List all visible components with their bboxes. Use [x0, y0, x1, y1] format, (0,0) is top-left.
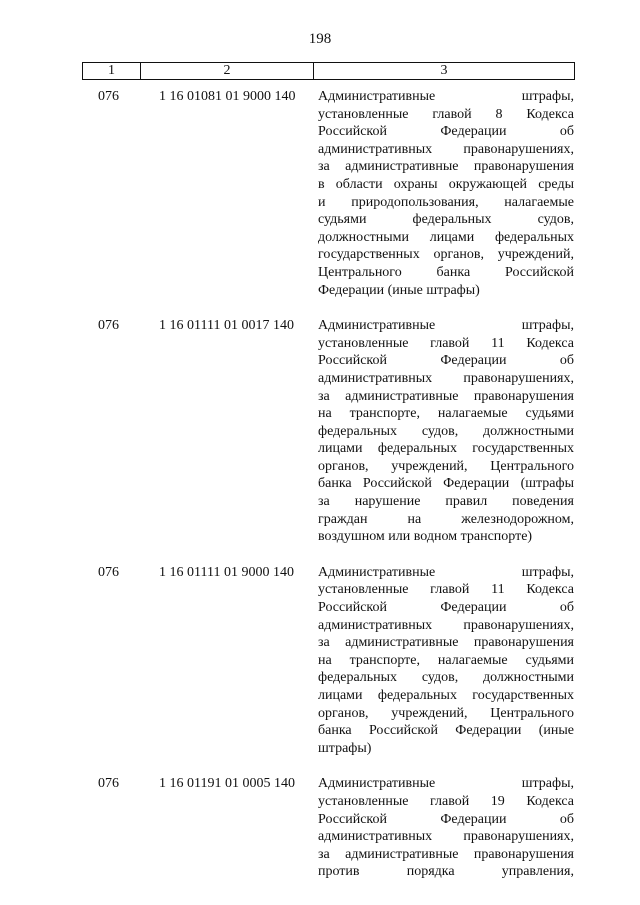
description-line: Административные штрафы, — [318, 776, 574, 792]
description-line: воздушном или водном транспорте) — [318, 529, 533, 545]
table-header — [82, 62, 575, 80]
description-line: Центрального банка Российской — [318, 264, 574, 280]
table-row — [0, 88, 640, 299]
row-code: 076 — [98, 776, 119, 792]
description-line: за административные правонарушения — [318, 159, 574, 175]
row-kbk: 1 16 01191 01 0005 140 — [159, 776, 295, 792]
description-line: штрафы) — [318, 740, 372, 756]
description-line: на транспорте, налагаемые судьями — [318, 406, 574, 422]
row-code: 076 — [98, 318, 119, 334]
description-line: Административные штрафы, — [318, 564, 574, 580]
description-line: установленные главой 11 Кодекса — [318, 335, 574, 351]
row-code: 076 — [98, 564, 119, 580]
description-line: Российской Федерации об — [318, 353, 574, 369]
table-body — [0, 88, 640, 899]
row-description — [318, 317, 574, 546]
description-line: Административные штрафы, — [318, 89, 574, 104]
description-line: на транспорте, налагаемые судьями — [318, 652, 574, 668]
description-line: Административные штрафы, — [318, 318, 574, 334]
header-col-2: 2 — [141, 63, 314, 79]
description-line: федеральных судов, должностными — [318, 423, 574, 439]
description-line: за административные правонарушения — [318, 846, 574, 862]
table-row — [0, 564, 640, 758]
description-line: граждан на железнодорожном, — [318, 511, 574, 527]
description-line: Российской Федерации об — [318, 811, 574, 827]
description-line: органов, учреждений, Центрального — [318, 705, 574, 721]
description-line: государственных органов, учреждений, — [318, 247, 574, 263]
description-line: судьями федеральных судов, — [318, 212, 574, 228]
description-line: административных правонарушениях, — [318, 617, 574, 633]
row-kbk: 1 16 01081 01 9000 140 — [159, 89, 296, 104]
row-description — [318, 775, 574, 881]
description-line: банка Российской Федерации (иные — [318, 723, 574, 739]
table-row — [0, 317, 640, 546]
description-line: в области охраны окружающей среды — [318, 176, 574, 192]
description-line: Федерации (иные штрафы) — [318, 282, 480, 298]
row-kbk: 1 16 01111 01 9000 140 — [159, 564, 294, 580]
description-line: федеральных судов, должностными — [318, 670, 574, 686]
description-line: за нарушение правил поведения — [318, 494, 574, 510]
description-line: органов, учреждений, Центрального — [318, 458, 574, 474]
description-line: Российской Федерации об — [318, 600, 574, 616]
page-number: 198 — [308, 31, 332, 47]
description-line: за административные правонарушения — [318, 635, 574, 651]
description-line: и природопользования, налагаемые — [318, 194, 574, 210]
header-col-3: 3 — [440, 63, 448, 78]
description-line: против порядка управления, — [318, 864, 574, 880]
row-kbk: 1 16 01111 01 0017 140 — [159, 318, 294, 334]
description-line: должностными лицами федеральных — [318, 229, 574, 245]
row-description — [318, 564, 574, 758]
description-line: установленные главой 8 Кодекса — [318, 106, 574, 122]
description-line: лицами федеральных государственных — [318, 688, 574, 703]
description-line: административных правонарушениях, — [318, 370, 574, 386]
description-line: административных правонарушениях, — [318, 829, 574, 845]
row-description — [318, 88, 574, 299]
description-line: установленные главой 11 Кодекса — [318, 582, 574, 598]
description-line: лицами федеральных государственных — [318, 441, 574, 457]
table-row — [0, 775, 640, 881]
description-line: банка Российской Федерации (штрафы — [318, 476, 574, 492]
description-line: Российской Федерации об — [318, 124, 574, 140]
header-col-1: 1 — [83, 63, 141, 79]
description-line: установленные главой 19 Кодекса — [318, 793, 574, 809]
description-line: административных правонарушениях, — [318, 141, 574, 157]
row-code: 076 — [98, 89, 119, 104]
description-line: за административные правонарушения — [318, 388, 574, 404]
